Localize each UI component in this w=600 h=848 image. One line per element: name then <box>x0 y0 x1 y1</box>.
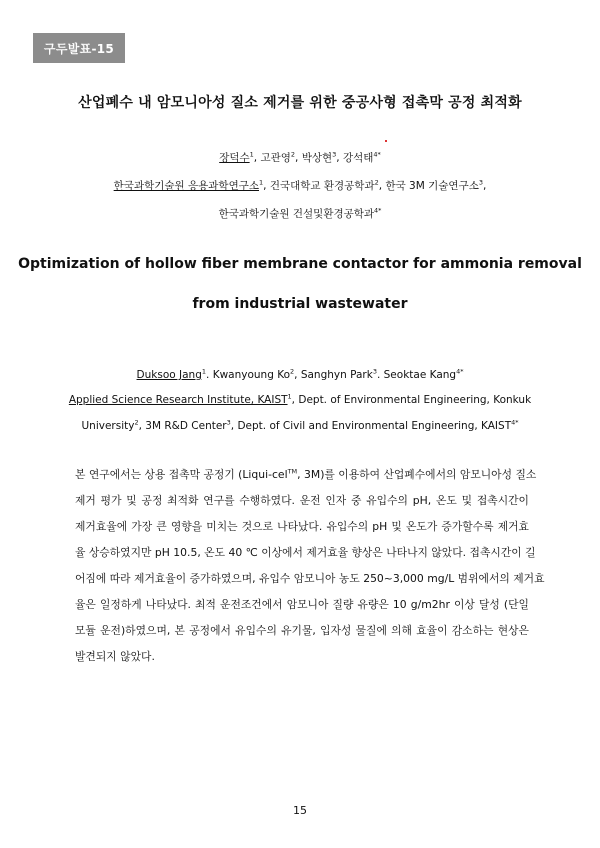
author-sup: 1 <box>201 367 206 376</box>
affiliation: Applied Science Research Institute, KAIST <box>68 394 288 406</box>
affiliation-sup: 1 <box>259 178 264 187</box>
author-sup: 3 <box>372 367 377 376</box>
author-name: Sanghyn Park <box>300 369 373 381</box>
affiliation-sup: 2 <box>134 418 139 427</box>
english-affiliations-line-1: Applied Science Research Institute, KAIST$^1$, Dept. of Environmental Engineering, Konkuk <box>68 392 532 406</box>
affiliation-sup: 2 <box>374 178 379 187</box>
affiliation-sup: 3 <box>478 178 483 187</box>
english-authors: Duksoo Jang$^1$. Kwanyoung Ko$^2$, Sanghyn Park$^3$. Seoktae Kang$^{4*}$ <box>136 367 464 381</box>
author-sup: 3 <box>332 150 337 159</box>
abstract-line: 발견되지 않았다. <box>75 650 155 663</box>
red-mark <box>385 140 387 142</box>
author-name: 고관영 <box>260 152 291 164</box>
korean-title: 산업폐수 내 암모니아성 질소 제거를 위한 중공사형 접촉막 공정 최적화 <box>78 95 522 111</box>
affiliation-sup: 4* <box>374 206 382 215</box>
affiliation: 한국과학기술원 응용과학연구소 <box>113 180 259 192</box>
abstract-line: 율 상승하였지만 pH 10.5, 온도 40 ℃ 이상에서 제거효율 향상은 나타나지 않았다. 접촉시간이 길 <box>75 546 536 559</box>
korean-affiliation-line-2 <box>0 206 600 221</box>
abstract-text: , 3M)를 이용하여 산업폐수에서의 암모니아성 질소 <box>297 468 537 481</box>
affiliation: 건국대학교 환경공학과 <box>269 180 375 192</box>
author-name: Duksoo Jang <box>136 369 202 381</box>
abstract <box>75 462 545 670</box>
abstract-line: 어짐에 따라 제거효율이 증가하였으며, 유입수 암모니아 농도 250~3,000 mg/L 범위에서의 제거효 <box>75 572 545 585</box>
affiliation: Dept. of Civil and Environmental Engineering, KAIST <box>237 420 512 432</box>
abstract-line: 제거효율에 가장 큰 영향을 미치는 것으로 나타났다. 유입수의 pH 및 온도가 증가할수록 제거효 <box>75 520 529 533</box>
author-sup: 2 <box>290 150 296 159</box>
author-name: Seoktae Kang <box>383 369 457 381</box>
abstract-line: 모듈 운전)하였으며, 본 공정에서 유입수의 유기물, 입자성 물질에 의해 효율이 감소하는 현상은 <box>75 624 529 637</box>
affiliation: 한국과학기술원 건설및환경공학과 <box>218 208 375 220</box>
session-badge: 구두발표-15 <box>33 33 125 63</box>
affiliation: 한국 3M 기술연구소 <box>385 180 479 192</box>
author-name: Kwanyoung Ko <box>212 369 290 381</box>
author-sup: 4* <box>456 367 464 376</box>
author-name: 장덕수 <box>219 152 250 164</box>
english-title-line-1: Optimization of hollow fiber membrane contactor for ammonia removal <box>18 256 582 272</box>
english-affiliations-line-2: University$^2$, 3M R&D Center$^3$, Dept. of Civil and Environmental Engineering, $KAIST^{4*}$ <box>81 418 519 432</box>
author-sup: 1 <box>249 150 254 159</box>
affiliation-sup: 3 <box>226 418 231 427</box>
author-sup: 2 <box>290 367 295 376</box>
page-number: 15 <box>293 804 307 817</box>
affiliation: 3M R&D Center <box>145 420 227 432</box>
affiliation: University <box>81 420 135 432</box>
affiliation: Dept. of Environmental Engineering, Konkuk <box>298 394 532 406</box>
abstract-line <box>75 462 537 488</box>
author-name: 강석태 <box>342 152 374 164</box>
abstract-text: 본 연구에서는 상용 접촉막 공정기 (Liqui-cel <box>75 468 288 481</box>
korean-affiliations: 한국과학기술원 응용과학연구소$^1$, 건국대학교 환경공학과$^2$, 한국 3M 기술연구소$^3$, <box>113 178 487 192</box>
korean-authors: 장덕수$^1$, 고관영$^2$, 박상현$^3$, 강석태$^{4*}$ <box>219 150 381 164</box>
abstract-line: 제거 평가 및 공정 최적화 연구를 수행하였다. 운전 인자 중 유입수의 pH, 온도 및 접촉시간이 <box>75 494 529 507</box>
affiliation-sup: 1 <box>287 392 292 401</box>
author-name: 박상현 <box>301 152 333 164</box>
english-title-line-2: from industrial wastewater <box>192 296 408 312</box>
trademark-sup: TM <box>287 467 298 476</box>
affiliation-sup: 4* <box>511 418 519 427</box>
author-sup: 4* <box>373 150 381 159</box>
abstract-line: 율은 일정하게 나타났다. 최적 운전조건에서 암모니아 질량 유량은 10 g/m2hr 이상 달성 (단일 <box>75 598 529 611</box>
